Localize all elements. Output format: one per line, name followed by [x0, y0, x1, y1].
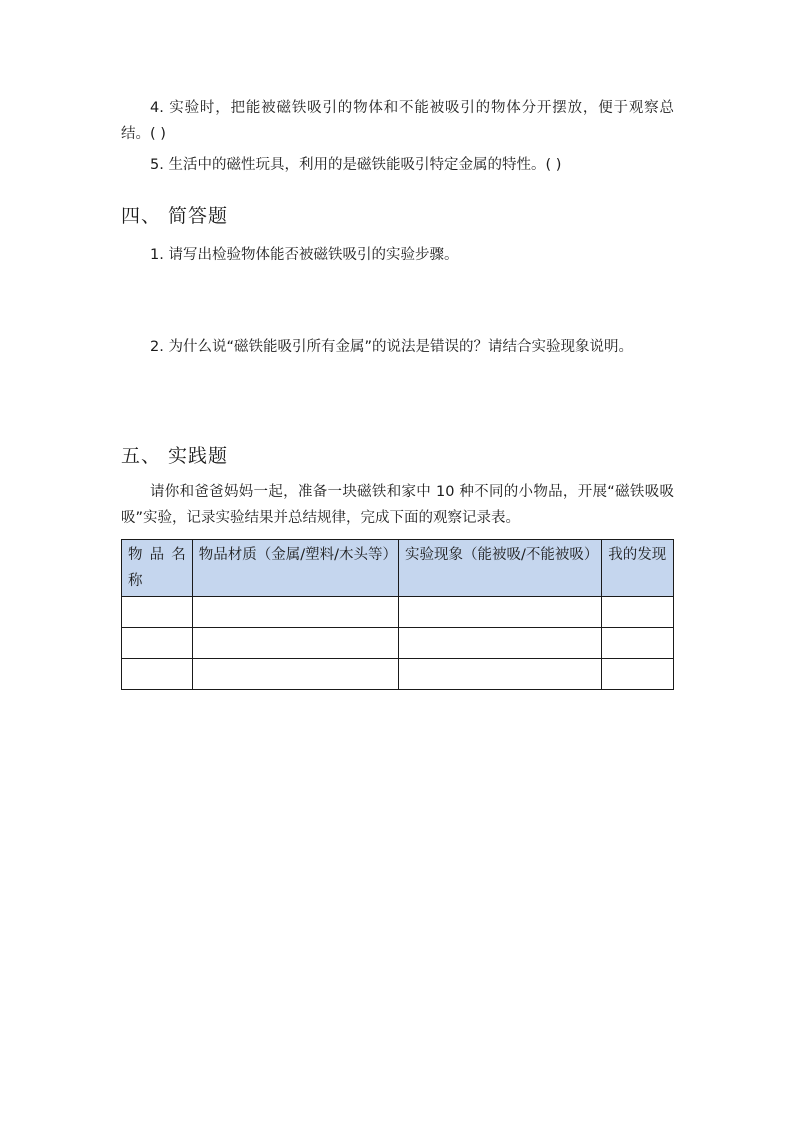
table-cell[interactable] [602, 628, 674, 659]
table-row [122, 659, 674, 690]
table-cell[interactable] [602, 659, 674, 690]
short-answer-question-1: 1. 请写出检验物体能否被磁铁吸引的实验步骤。 [150, 247, 459, 263]
observation-record-table [121, 539, 674, 690]
header-my-findings: 我的发现 [602, 540, 674, 597]
table-cell[interactable] [398, 628, 601, 659]
table-cell[interactable] [602, 597, 674, 628]
judgement-item-4: 4. 实验时，把能被磁铁吸引的物体和不能被吸引的物体分开摆放，便于观察总结。( ) [121, 100, 674, 142]
section-heading-practice: 五、 实践题 [121, 445, 229, 467]
table-cell[interactable] [398, 659, 601, 690]
table-cell[interactable] [398, 597, 601, 628]
header-item-name: 物品名称 [122, 540, 193, 597]
table-cell[interactable] [122, 659, 193, 690]
short-answer-question-2: 2. 为什么说“磁铁能吸引所有金属”的说法是错误的？请结合实验现象说明。 [150, 339, 633, 355]
header-item-material: 物品材质（金属/塑料/木头等） [192, 540, 398, 597]
judgement-item-5: 5. 生活中的磁性玩具，利用的是磁铁能吸引特定金属的特性。( ) [150, 157, 562, 173]
table-header-row [122, 540, 674, 597]
table-cell[interactable] [192, 597, 398, 628]
table-cell[interactable] [192, 628, 398, 659]
table-cell[interactable] [192, 659, 398, 690]
section-heading-short-answer: 四、 简答题 [121, 205, 229, 227]
table-cell[interactable] [122, 597, 193, 628]
header-experiment-result: 实验现象（能被吸/不能被吸） [398, 540, 601, 597]
practice-instruction: 请你和爸爸妈妈一起，准备一块磁铁和家中 10 种不同的小物品，开展“磁铁吸吸吸”实验，记录实验结果并总结规律，完成下面的观察记录表。 [121, 484, 674, 526]
table-row [122, 597, 674, 628]
table-row [122, 628, 674, 659]
table-cell[interactable] [122, 628, 193, 659]
